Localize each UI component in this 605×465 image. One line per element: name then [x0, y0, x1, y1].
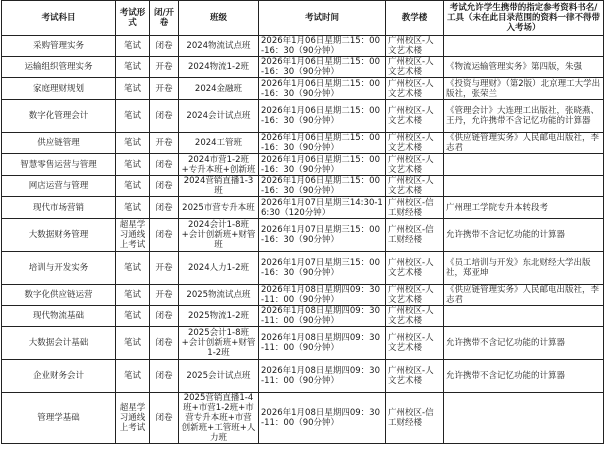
cell-materials: 广州理工学院专升本转段考 — [444, 197, 604, 219]
cell-time: 2026年1月08日星期四09：30-11：00（90分钟） — [259, 327, 386, 360]
cell-subject: 数字化管理会计 — [2, 100, 116, 133]
cell-mode: 开卷 — [150, 252, 179, 285]
cell-time: 2026年1月06日星期二15：00-16：30（90分钟） — [259, 100, 386, 133]
cell-form: 笔试 — [116, 133, 150, 154]
cell-class: 2024金融班 — [179, 78, 259, 100]
cell-mode: 闭卷 — [150, 36, 179, 57]
table-row — [2, 393, 604, 444]
cell-subject: 数字化供应链运营 — [2, 285, 116, 306]
cell-building: 广州校区-信工财经楼 — [386, 393, 444, 444]
exam-schedule-table — [1, 0, 604, 444]
cell-class: 2024物流试点班 — [179, 36, 259, 57]
cell-mode: 闭卷 — [150, 176, 179, 197]
cell-mode: 开卷 — [150, 78, 179, 100]
cell-materials: 《员工培训与开发》东北财经大学出版社，郑亚坤 — [444, 252, 604, 285]
table-row — [2, 133, 604, 154]
cell-mode: 闭卷 — [150, 197, 179, 219]
cell-time: 2026年1月08日星期四09：30-11：00（90分钟） — [259, 306, 386, 327]
cell-mode: 开卷 — [150, 57, 179, 78]
cell-building: 广州校区-信工财经楼 — [386, 219, 444, 252]
cell-class: 2024会计1-8班+会计创新班+财管班 — [179, 219, 259, 252]
table-row — [2, 197, 604, 219]
cell-mode: 闭卷 — [150, 219, 179, 252]
cell-form: 笔试 — [116, 57, 150, 78]
table-row — [2, 57, 604, 78]
cell-time: 2026年1月08日星期四09：30-11：00（90分钟） — [259, 360, 386, 393]
cell-building: 广州校区-人文艺术楼 — [386, 154, 444, 176]
table-row — [2, 252, 604, 285]
cell-time: 2026年1月06日星期二15：00-16：30（90分钟） — [259, 36, 386, 57]
cell-subject: 大数据会计基础 — [2, 327, 116, 360]
table-header-row — [2, 1, 604, 36]
table-row — [2, 78, 604, 100]
header-time: 考试时间 — [259, 1, 386, 36]
cell-form: 笔试 — [116, 197, 150, 219]
cell-materials — [444, 154, 604, 176]
cell-building: 广州校区-人文艺术楼 — [386, 327, 444, 360]
cell-building: 广州校区-人文艺术楼 — [386, 57, 444, 78]
cell-class: 2024会计试点班 — [179, 100, 259, 133]
header-subject: 考试科目 — [2, 1, 116, 36]
cell-subject: 运输组织管理实务 — [2, 57, 116, 78]
cell-mode: 闭卷 — [150, 327, 179, 360]
cell-class: 2025会计1-8班+会计创新班+财管1-2班 — [179, 327, 259, 360]
header-building: 教学楼 — [386, 1, 444, 36]
cell-class: 2024营销直播1-3班 — [179, 176, 259, 197]
table-row — [2, 219, 604, 252]
cell-form: 笔试 — [116, 78, 150, 100]
cell-form: 笔试 — [116, 154, 150, 176]
cell-time: 2026年1月08日星期四09：30-11：00（90分钟） — [259, 393, 386, 444]
cell-mode: 闭卷 — [150, 360, 179, 393]
cell-subject: 现代市场营销 — [2, 197, 116, 219]
table-row — [2, 306, 604, 327]
cell-mode: 开卷 — [150, 285, 179, 306]
cell-materials — [444, 306, 604, 327]
cell-mode: 闭卷 — [150, 100, 179, 133]
table-row — [2, 176, 604, 197]
cell-mode: 闭卷 — [150, 393, 179, 444]
cell-form: 笔试 — [116, 36, 150, 57]
table-row — [2, 360, 604, 393]
table-row — [2, 285, 604, 306]
cell-materials: 允许携带不含记忆功能的计算器 — [444, 360, 604, 393]
cell-class: 2025市营专升本班 — [179, 197, 259, 219]
cell-time: 2026年1月08日星期四09：30-11：00（90分钟） — [259, 285, 386, 306]
cell-time: 2026年1月07日星期三15：00-16：30（90分钟） — [259, 252, 386, 285]
table-row — [2, 327, 604, 360]
cell-subject: 智慧零售运营与管理 — [2, 154, 116, 176]
cell-building: 广州校区-人文艺术楼 — [386, 306, 444, 327]
table-row — [2, 154, 604, 176]
cell-materials: 《供应链管理实务》人民邮电出版社，李志君 — [444, 285, 604, 306]
cell-subject: 网店运营与管理 — [2, 176, 116, 197]
cell-form: 笔试 — [116, 252, 150, 285]
cell-mode: 闭卷 — [150, 306, 179, 327]
cell-form: 笔试 — [116, 100, 150, 133]
cell-materials — [444, 36, 604, 57]
cell-building: 广州校区-信工财经楼 — [386, 197, 444, 219]
cell-materials: 《投资与理财》（第2版）北京理工大学出版社，张荣兰 — [444, 78, 604, 100]
cell-class: 2024物流1-2班 — [179, 57, 259, 78]
cell-class: 2024工管班 — [179, 133, 259, 154]
cell-class: 2025会计试点班 — [179, 360, 259, 393]
cell-mode: 闭卷 — [150, 154, 179, 176]
cell-materials: 允许携带不含记忆功能的计算器 — [444, 219, 604, 252]
cell-building: 广州校区-人文艺术楼 — [386, 285, 444, 306]
cell-materials: 《管理会计》大连理工出版社，张晓燕、王丹，允许携带不含记忆功能的计算器 — [444, 100, 604, 133]
cell-building: 广州校区-人文艺术楼 — [386, 252, 444, 285]
cell-time: 2026年1月06日星期二15：00-16：30（90分钟） — [259, 154, 386, 176]
cell-form: 笔试 — [116, 360, 150, 393]
header-class: 班级 — [179, 1, 259, 36]
cell-subject: 现代物流基础 — [2, 306, 116, 327]
table-body — [2, 36, 604, 444]
cell-class: 2024人力1-2班 — [179, 252, 259, 285]
cell-building: 广州校区-人文艺术楼 — [386, 360, 444, 393]
cell-building: 广州校区-人文艺术楼 — [386, 176, 444, 197]
cell-building: 广州校区-人文艺术楼 — [386, 100, 444, 133]
cell-time: 2026年1月06日星期二15：00-16：30（90分钟） — [259, 57, 386, 78]
cell-materials — [444, 393, 604, 444]
cell-time: 2026年1月07日星期三15：00-16：30（90分钟） — [259, 219, 386, 252]
cell-subject: 供应链管理 — [2, 133, 116, 154]
cell-building: 广州校区-人文艺术楼 — [386, 36, 444, 57]
cell-time: 2026年1月07日星期三14:30-16:30（120分钟） — [259, 197, 386, 219]
cell-class: 2025营销直播1-4班+市营1-2班+市营专升本班+市营创新班+工管班+人力班 — [179, 393, 259, 444]
cell-class: 2025物流1-2班 — [179, 306, 259, 327]
cell-form: 笔试 — [116, 306, 150, 327]
cell-form: 笔试 — [116, 176, 150, 197]
cell-building: 广州校区-人文艺术楼 — [386, 133, 444, 154]
cell-materials: 《物流运输管理实务》第四版，朱强 — [444, 57, 604, 78]
cell-time: 2026年1月06日星期二15：00-16：30（90分钟） — [259, 133, 386, 154]
cell-subject: 大数据财务管理 — [2, 219, 116, 252]
cell-materials: 《供应链管理实务》人民邮电出版社，李志君 — [444, 133, 604, 154]
cell-subject: 家庭理财规划 — [2, 78, 116, 100]
cell-subject: 培训与开发实务 — [2, 252, 116, 285]
cell-materials: 允许携带不含记忆功能的计算器 — [444, 327, 604, 360]
cell-time: 2026年1月06日星期二15：00-16：30（90分钟） — [259, 78, 386, 100]
cell-class: 2025物流试点班 — [179, 285, 259, 306]
cell-time: 2026年1月06日星期二15：00-16：30（90分钟） — [259, 176, 386, 197]
cell-subject: 管理学基础 — [2, 393, 116, 444]
cell-form: 笔试 — [116, 327, 150, 360]
table-row — [2, 36, 604, 57]
cell-form: 笔试 — [116, 285, 150, 306]
cell-subject: 企业财务会计 — [2, 360, 116, 393]
cell-subject: 采购管理实务 — [2, 36, 116, 57]
cell-form: 超星学习通线上考试 — [116, 393, 150, 444]
cell-form: 超星学习通线上考试 — [116, 219, 150, 252]
header-mode: 闭/开卷 — [150, 1, 179, 36]
cell-building: 广州校区-人文艺术楼 — [386, 78, 444, 100]
header-form: 考试形式 — [116, 1, 150, 36]
table-row — [2, 100, 604, 133]
header-materials: 考试允许学生携带的指定参考资料书名/工具（未在此目录范围的资料一律不得带入考场） — [444, 1, 604, 36]
cell-materials — [444, 176, 604, 197]
cell-mode: 开卷 — [150, 133, 179, 154]
cell-class: 2024市营1-2班+专升本班+创新班 — [179, 154, 259, 176]
